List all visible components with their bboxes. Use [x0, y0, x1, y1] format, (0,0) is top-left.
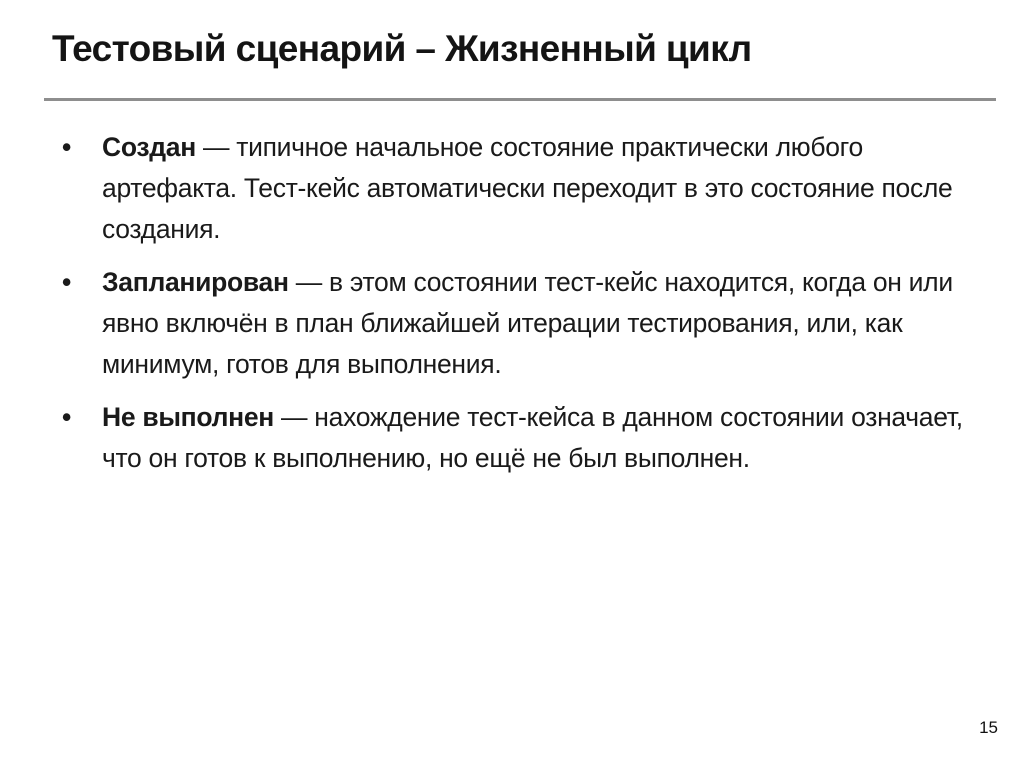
bullet-marker: • [62, 402, 71, 432]
bullet-marker: • [62, 132, 71, 162]
slide-title: Тестовый сценарий – Жизненный цикл [52, 28, 752, 69]
title-divider [44, 98, 996, 101]
bullet-item-planned [62, 262, 982, 385]
bullet-term: Запланирован [102, 267, 289, 297]
bullet-term: Не выполнен [102, 402, 274, 432]
bullet-term: Создан [102, 132, 196, 162]
bullet-text: — типичное начальное состояние практически любого артефакта. Тест-кейс автоматически переходит в это состояние после создания. [102, 132, 953, 244]
bullet-list [62, 127, 982, 491]
page-number: 15 [979, 718, 998, 737]
bullet-marker: • [62, 267, 71, 297]
bullet-text: — в этом состоянии тест-кейс находится, когда он или явно включён в план ближайшей итерации тестирования, или, как минимум, готов для выполнения. [102, 267, 953, 379]
bullet-item-created [62, 127, 982, 250]
bullet-item-not-executed [62, 397, 982, 479]
bullet-text: — нахождение тест-кейса в данном состоянии означает, что он готов к выполнению, но ещё не был выполнен. [102, 402, 963, 473]
